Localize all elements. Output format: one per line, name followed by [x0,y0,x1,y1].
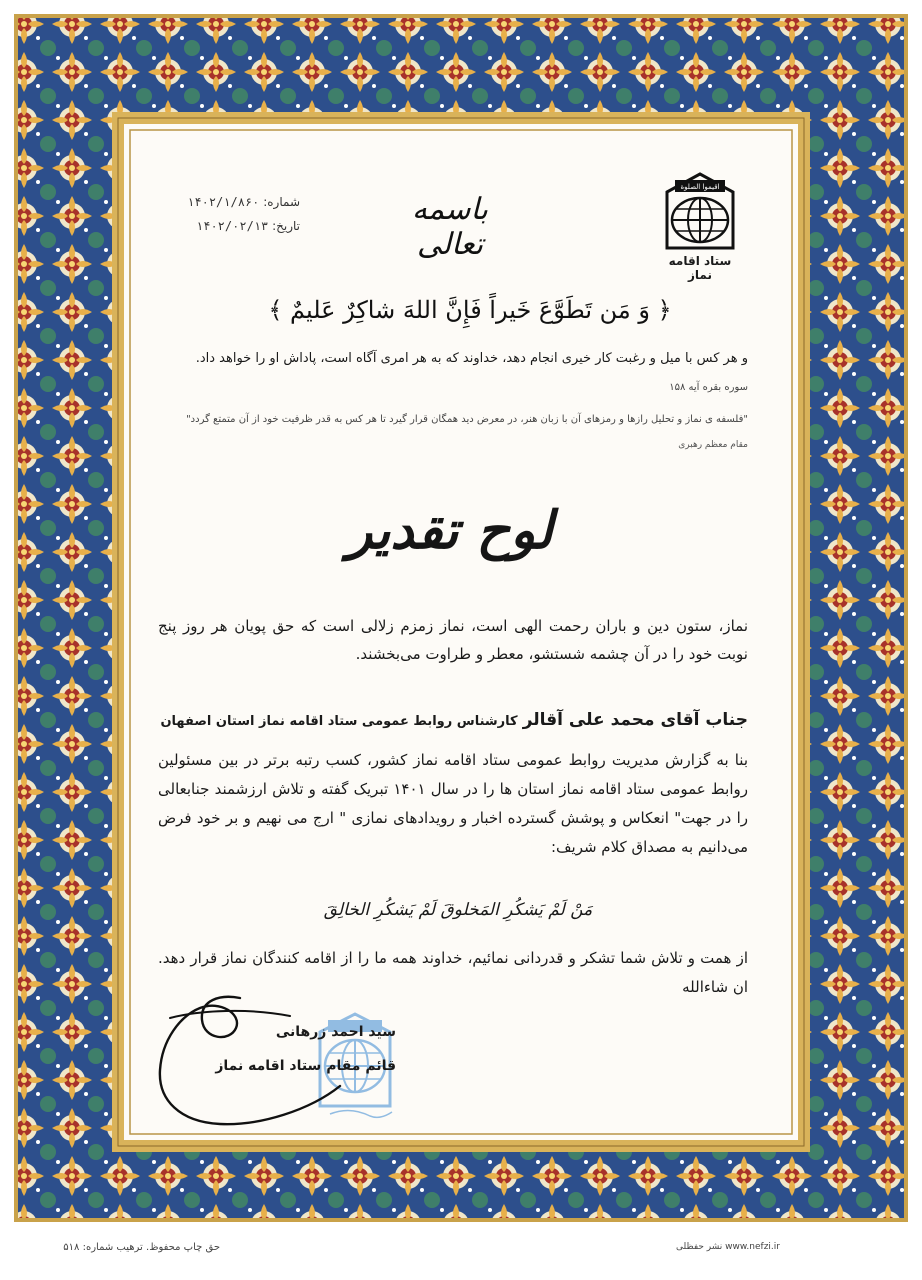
quote-source: مقام معظم رهبری [678,440,748,450]
quran-verse: ﴿ وَ مَن تَطَوَّعَ خَیراً فَإِنَّ اللهَ شاکِرٌ عَلیمٌ ﴾ [268,296,672,324]
hadith-quote: مَنْ لَمْ یَشکُرِ المَخلوقَ لَمْ یَشکُرِ الخالِقَ [323,900,593,920]
date-value: ۱۴۰۲/۰۲/۱۳ [196,219,269,233]
number-value: ۱۴۰۲/۱/۸۶۰ [187,195,260,209]
logo-banner: اقیموا الصلوة [680,183,720,191]
leader-quote: "فلسفه ی نماز و تحلیل رازها و رمزهای آن با زبان هنر، در معرض دید همگان قرار گیرد تا هر کس به قدر ظرفیت خود از آن متمتع گردد" [186,414,748,425]
signer-name: سید احمد زرهانی [275,1024,396,1040]
globe-icon [655,172,745,250]
main-paragraph: بنا به گزارش مدیریت روابط عمومی ستاد اقامه نماز کشور، کسب رتبه برتر در بین مسئولین روابط عمومی ستاد اقامه نماز استان ها را در سال ۱۴۰۱ تبریک گفته و تلاش ارزشمند جنابعالی را در جهت" انعکاس و پوشش گسترده اخبار و رویدادهای نمازی " ارج می نهیم و بر خود فرض می‌دانیم به مصداق کلام شریف: [158,751,748,856]
signer-title: قائم مقام ستاد اقامه نماز [215,1058,396,1074]
date-label: تاریخ: [272,219,300,233]
recipient-name: جناب آقای محمد علی آقالر [522,710,748,730]
verse-translation: و هر کس با میل و رغبت کار خیری انجام دهد، خداوند که به هر امری آگاه است، پاداش او را خواهد داد. [195,351,748,366]
organization-logo [655,172,745,282]
logo-caption: ستاد اقامه نماز [668,254,732,282]
footer-copyright: حق چاپ محفوظ. ترهیب شماره: ۵۱۸ [63,1242,220,1253]
number-label: شماره: [263,195,300,209]
verse-reference: سوره بقره آیه ۱۵۸ [669,382,748,393]
invocation-heading: باسمه تعالی [411,192,489,262]
document-meta [150,190,300,238]
handwritten-signature [140,990,360,1130]
recipient-role: کارشناس روابط عمومی ستاد اقامه نماز استان اصفهان [160,714,518,729]
intro-paragraph: نماز، ستون دین و باران رحمت الهی است، نماز زمزم زلالی است که حق پویان هر روز پنج نوبت خود را در آن چشمه شستشو، معطر و طراوت می‌بخشند. [158,617,748,663]
document-date [150,214,300,238]
document-number [150,190,300,214]
certificate-title: لوح تقدیر [347,500,553,561]
closing-paragraph: از همت و تلاش شما تشکر و قدردانی نمائیم، خداوند همه ما را از اقامه کنندگان نماز قرار دهد. ان شاءالله [158,949,748,996]
recipient-line [158,706,748,736]
footer-publisher: www.nefzi.ir نشر حفظلی [675,1242,780,1252]
